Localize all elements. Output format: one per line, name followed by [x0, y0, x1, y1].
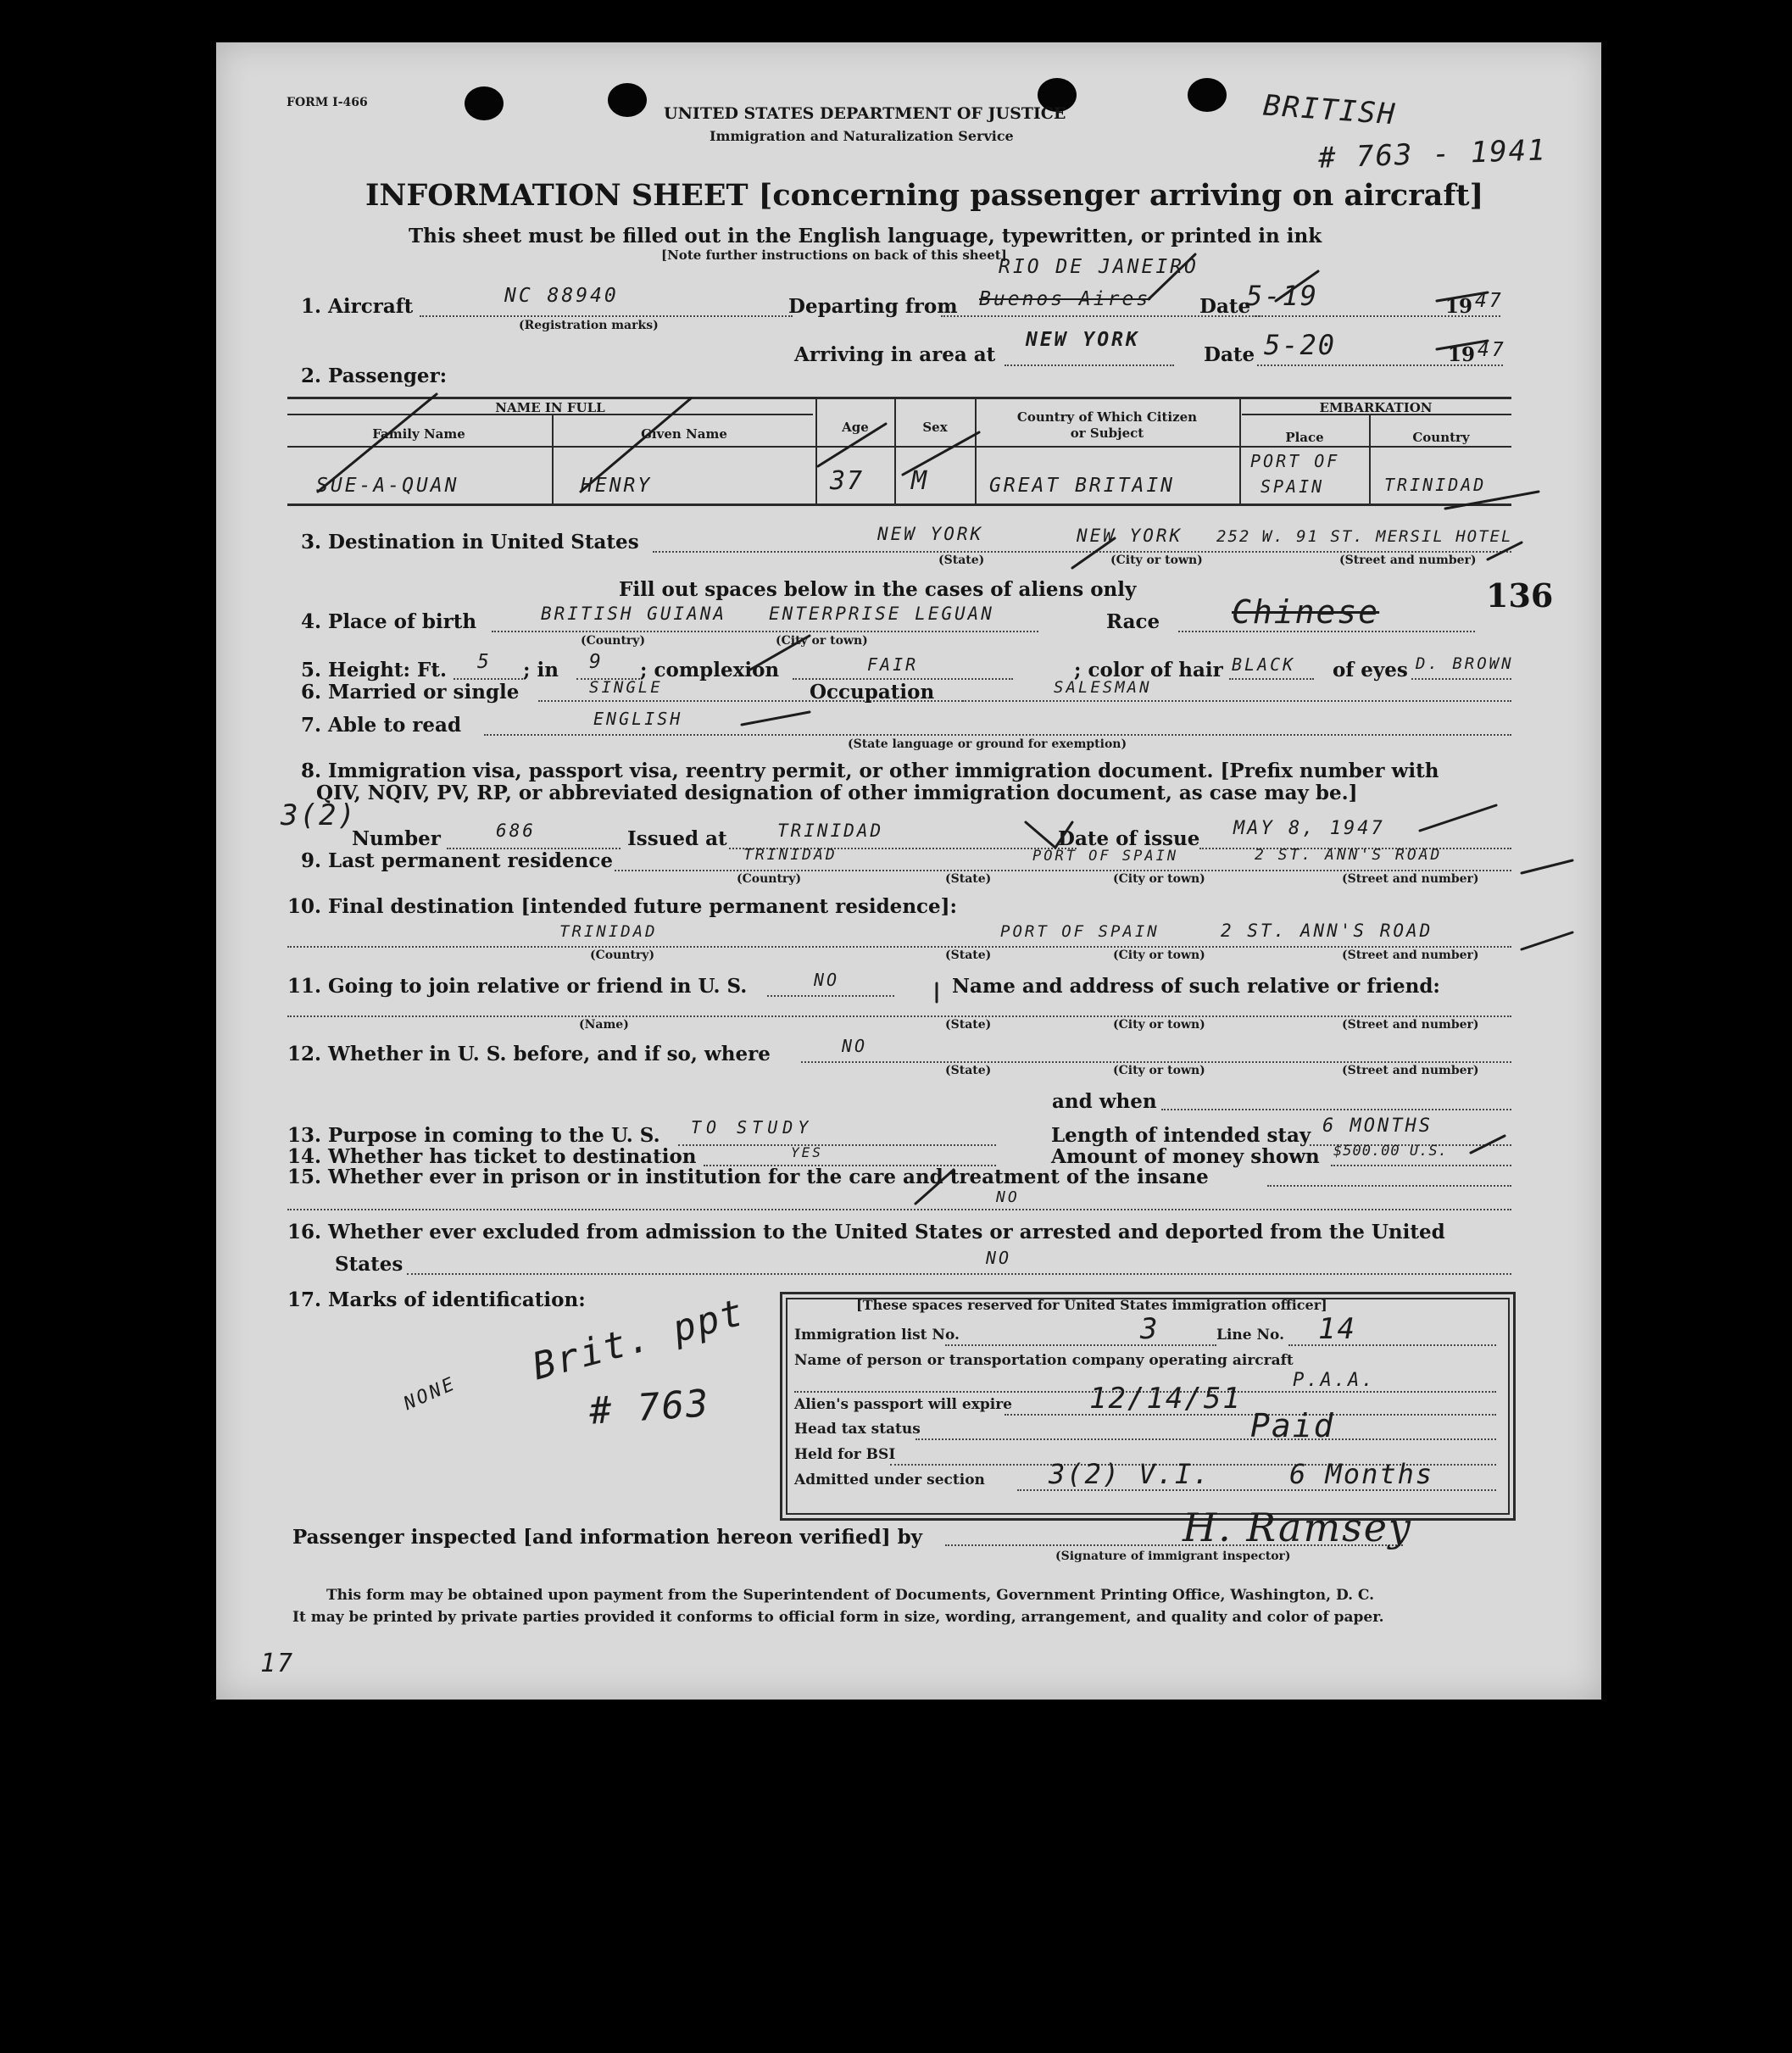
- residence-state: PORT OF SPAIN: [1032, 848, 1179, 865]
- place-value-1: PORT OF: [1250, 451, 1340, 471]
- year-prefix-1: 19: [1445, 295, 1473, 318]
- marks-value: NONE: [400, 1372, 460, 1416]
- annotation-bottom-left: 17: [260, 1649, 295, 1678]
- q12-label: 12. Whether in U. S. before, and if so, where: [287, 1043, 771, 1065]
- cap-street-12: (Street and number): [1342, 1064, 1479, 1077]
- ticket-value: YES: [791, 1144, 823, 1160]
- name-address-label: Name and address of such relative or friend:: [952, 975, 1440, 998]
- headtax-value: Paid: [1250, 1407, 1335, 1444]
- year-value-1: 47: [1475, 290, 1504, 312]
- header-embarkation: EMBARKATION: [1319, 400, 1433, 415]
- cap-city-4: (City or town): [776, 634, 868, 648]
- line-value: 14: [1318, 1312, 1356, 1346]
- doi-label: Date of issue: [1058, 827, 1200, 850]
- height-in-label: ; in: [523, 659, 559, 682]
- footer-line-1: This form may be obtained upon payment from the Superintendent of Documents, Government Printing Office, Washington, D. C.: [326, 1587, 1375, 1604]
- hair-label: ; color of hair: [1074, 659, 1223, 682]
- admitted-value: 3(2) V.I.: [1049, 1458, 1211, 1490]
- birth-city: ENTERPRISE LEGUAN: [769, 604, 994, 624]
- passport-value: 12/14/51: [1089, 1382, 1242, 1416]
- read-value: ENGLISH: [593, 709, 683, 729]
- form-sheet: [216, 42, 1601, 1700]
- residence-street: 2 ST. ANN'S ROAD: [1255, 846, 1443, 864]
- cap-street-3: (Street and number): [1339, 554, 1477, 567]
- stamp-number: 136: [1486, 576, 1554, 615]
- issued-label: Issued at: [627, 827, 727, 850]
- dest-state: NEW YORK: [877, 524, 984, 544]
- officer-header: [These spaces reserved for United States immigration officer]: [856, 1297, 1327, 1313]
- read-caption: (State language or ground for exemption): [848, 737, 1127, 751]
- bsi-label: Held for BSI: [794, 1446, 896, 1463]
- eyes-label: of eyes: [1333, 659, 1408, 682]
- check-marks: [216, 42, 1601, 1700]
- header-name-in-full: NAME IN FULL: [495, 400, 605, 415]
- complexion-value: FAIR: [867, 654, 919, 675]
- departing-value: RIO DE JANEIRO: [999, 256, 1199, 278]
- issued-value: TRINIDAD: [777, 821, 884, 841]
- join-value: NO: [814, 970, 840, 990]
- list-value: 3: [1140, 1312, 1160, 1346]
- cap-city-11: (City or town): [1113, 1018, 1205, 1032]
- cap-city-3: (City or town): [1110, 554, 1203, 567]
- agency-name: UNITED STATES DEPARTMENT OF JUSTICE: [664, 104, 1066, 123]
- cap-city-12: (City or town): [1113, 1064, 1205, 1077]
- occupation-value: SALESMAN: [1054, 678, 1152, 697]
- complexion-label: ; complexion: [640, 659, 780, 682]
- aircraft-value: NC 88940: [504, 285, 619, 307]
- q14-label: 14. Whether has ticket to destination: [287, 1145, 697, 1168]
- annotation-file-number: # 763 - 1941: [1317, 133, 1548, 175]
- footer-line-2: It may be printed by private parties provided it conforms to official form in size, wording, arrangement, and quality and color of paper.: [292, 1609, 1384, 1626]
- header-country-1: Country of Which Citizen: [1016, 409, 1198, 425]
- money-label: Amount of money shown: [1051, 1145, 1320, 1168]
- admitted-label: Admitted under section: [794, 1472, 985, 1488]
- registration-caption: (Registration marks): [519, 319, 659, 332]
- dest-city: NEW YORK: [1077, 526, 1183, 546]
- cap-name-11: (Name): [579, 1018, 629, 1032]
- signature-caption: (Signature of immigrant inspector): [1055, 1549, 1291, 1563]
- arrival-date: 5-20: [1264, 329, 1337, 361]
- marks-note-1: Brit. ppt: [527, 1290, 749, 1389]
- page-title: INFORMATION SHEET [concerning passenger arriving on aircraft]: [365, 178, 1484, 213]
- prison-value: NO: [996, 1188, 1020, 1206]
- q4-label: 4. Place of birth: [301, 610, 477, 633]
- stay-value: 6 MONTHS: [1322, 1116, 1433, 1137]
- header-family-name: Family Name: [372, 426, 465, 442]
- given-name: HENRY: [581, 475, 653, 497]
- year-value-2: 47: [1478, 339, 1506, 361]
- final-state: PORT OF SPAIN: [1000, 922, 1160, 941]
- family-name: SUE-A-QUAN: [316, 475, 459, 497]
- cap-state-11: (State): [945, 1018, 992, 1032]
- number-label: Number: [352, 827, 441, 850]
- list-label: Immigration list No.: [794, 1327, 960, 1344]
- inspected-label: Passenger inspected [and information hereon verified] by: [292, 1526, 923, 1549]
- residence-country: TRINIDAD: [743, 846, 838, 864]
- excluded-value: NO: [986, 1248, 1012, 1268]
- header-place: Place: [1285, 430, 1324, 445]
- company-value: P.A.A.: [1293, 1370, 1376, 1391]
- q16-line2: States: [335, 1253, 403, 1276]
- cap-street-10: (Street and number): [1342, 949, 1479, 962]
- when-label: and when: [1052, 1090, 1157, 1113]
- annotation-british: BRITISH: [1261, 88, 1398, 132]
- q17-label: 17. Marks of identification:: [287, 1288, 586, 1311]
- header-country-2: or Subject: [1070, 426, 1144, 441]
- cap-country-9: (Country): [737, 872, 802, 886]
- header-age: Age: [842, 420, 869, 435]
- embarkation-country: TRINIDAD: [1384, 475, 1487, 495]
- company-label: Name of person or transportation company operating aircraft: [794, 1352, 1294, 1369]
- headtax-label: Head tax status: [794, 1421, 921, 1438]
- year-prefix-2: 19: [1448, 343, 1476, 366]
- q6-label: 6. Married or single: [301, 681, 520, 704]
- line-label: Line No.: [1216, 1327, 1285, 1344]
- cap-street-9: (Street and number): [1342, 872, 1479, 886]
- cap-country-4: (Country): [581, 634, 646, 648]
- hair-value: BLACK: [1232, 654, 1296, 675]
- cap-street-11: (Street and number): [1342, 1018, 1479, 1032]
- service-name: Immigration and Naturalization Service: [710, 128, 1014, 144]
- cap-city-10: (City or town): [1113, 949, 1205, 962]
- q1-label: 1. Aircraft: [301, 295, 414, 318]
- form-number: FORM I-466: [287, 96, 368, 109]
- admitted-months: 6 Months: [1289, 1458, 1434, 1490]
- cap-state-3: (State): [938, 554, 985, 567]
- aliens-header: Fill out spaces below in the cases of aliens only: [619, 578, 1137, 601]
- arriving-value: NEW YORK: [1026, 329, 1140, 351]
- cap-country-10: (Country): [590, 949, 655, 962]
- instruction-text: This sheet must be filled out in the English language, typewritten, or printed in ink: [409, 225, 1322, 248]
- height-ft: 5: [477, 651, 492, 673]
- birth-country: BRITISH GUIANA: [541, 604, 727, 624]
- q8-line2: QIV, NQIV, PV, RP, or abbreviated designation of other immigration document, as case may be.]: [316, 782, 1358, 804]
- dest-street: 252 W. 91 ST. MERSIL HOTEL: [1216, 527, 1513, 546]
- marks-note-2: # 763: [587, 1382, 712, 1433]
- eyes-value: D. BROWN: [1416, 654, 1514, 673]
- q13-label: 13. Purpose in coming to the U. S.: [287, 1124, 660, 1147]
- height-in: 9: [589, 651, 604, 673]
- passport-label: Alien's passport will expire: [794, 1396, 1012, 1413]
- document-prefix: 3(2): [281, 798, 357, 832]
- age-value: 37: [830, 466, 865, 496]
- cap-state-12: (State): [945, 1064, 992, 1077]
- final-country: TRINIDAD: [559, 922, 658, 941]
- cap-state-9: (State): [945, 872, 992, 886]
- q5-label: 5. Height: Ft.: [301, 659, 448, 682]
- race-value: Chinese: [1232, 593, 1380, 631]
- doi-value: MAY 8, 1947: [1233, 818, 1385, 839]
- date2-label: Date: [1204, 343, 1255, 366]
- marital-value: SINGLE: [589, 678, 663, 697]
- cap-state-10: (State): [945, 949, 992, 962]
- arriving-label: Arriving in area at: [794, 343, 996, 366]
- departure-date: 5-19: [1246, 280, 1319, 312]
- q7-label: 7. Able to read: [301, 714, 462, 737]
- stay-label: Length of intended stay: [1051, 1124, 1311, 1147]
- q15-label: 15. Whether ever in prison or in institution for the care and treatment of the insane: [287, 1166, 1209, 1188]
- q16-line1: 16. Whether ever excluded from admission to the United States or arrested and deported from the United: [287, 1221, 1445, 1243]
- money-value: $500.00 U.S.: [1333, 1143, 1448, 1160]
- place-value-2: SPAIN: [1261, 476, 1325, 497]
- occupation-label: Occupation: [810, 681, 935, 704]
- header-sex: Sex: [922, 420, 948, 435]
- q10-label: 10. Final destination [intended future permanent residence]:: [287, 895, 958, 918]
- instruction-note: [Note further instructions on back of this sheet]: [661, 248, 1007, 263]
- header-emb-country: Country: [1412, 430, 1470, 445]
- date-label: Date: [1199, 295, 1251, 318]
- q11-label: 11. Going to join relative or friend in U. S.: [287, 975, 748, 998]
- final-street: 2 ST. ANN'S ROAD: [1221, 921, 1433, 941]
- q8-line1: 8. Immigration visa, passport visa, reentry permit, or other immigration document. [Prefix number with: [301, 759, 1439, 782]
- document-number: 686: [496, 821, 536, 841]
- departing-label: Departing from: [788, 295, 958, 318]
- sex-value: M: [911, 466, 929, 496]
- header-given-name: Given Name: [641, 426, 727, 442]
- q2-label: 2. Passenger:: [301, 364, 448, 387]
- q3-label: 3. Destination in United States: [301, 531, 639, 554]
- q9-label: 9. Last permanent residence: [301, 849, 613, 872]
- purpose-value: TO STUDY: [691, 1117, 814, 1138]
- cap-city-9: (City or town): [1113, 872, 1205, 886]
- departing-struck: Buenos Aires: [979, 288, 1151, 310]
- country-value: GREAT BRITAIN: [989, 475, 1176, 497]
- before-value: NO: [842, 1036, 868, 1056]
- inspector-signature: H. Ramsey: [1183, 1505, 1412, 1550]
- race-label: Race: [1106, 610, 1160, 633]
